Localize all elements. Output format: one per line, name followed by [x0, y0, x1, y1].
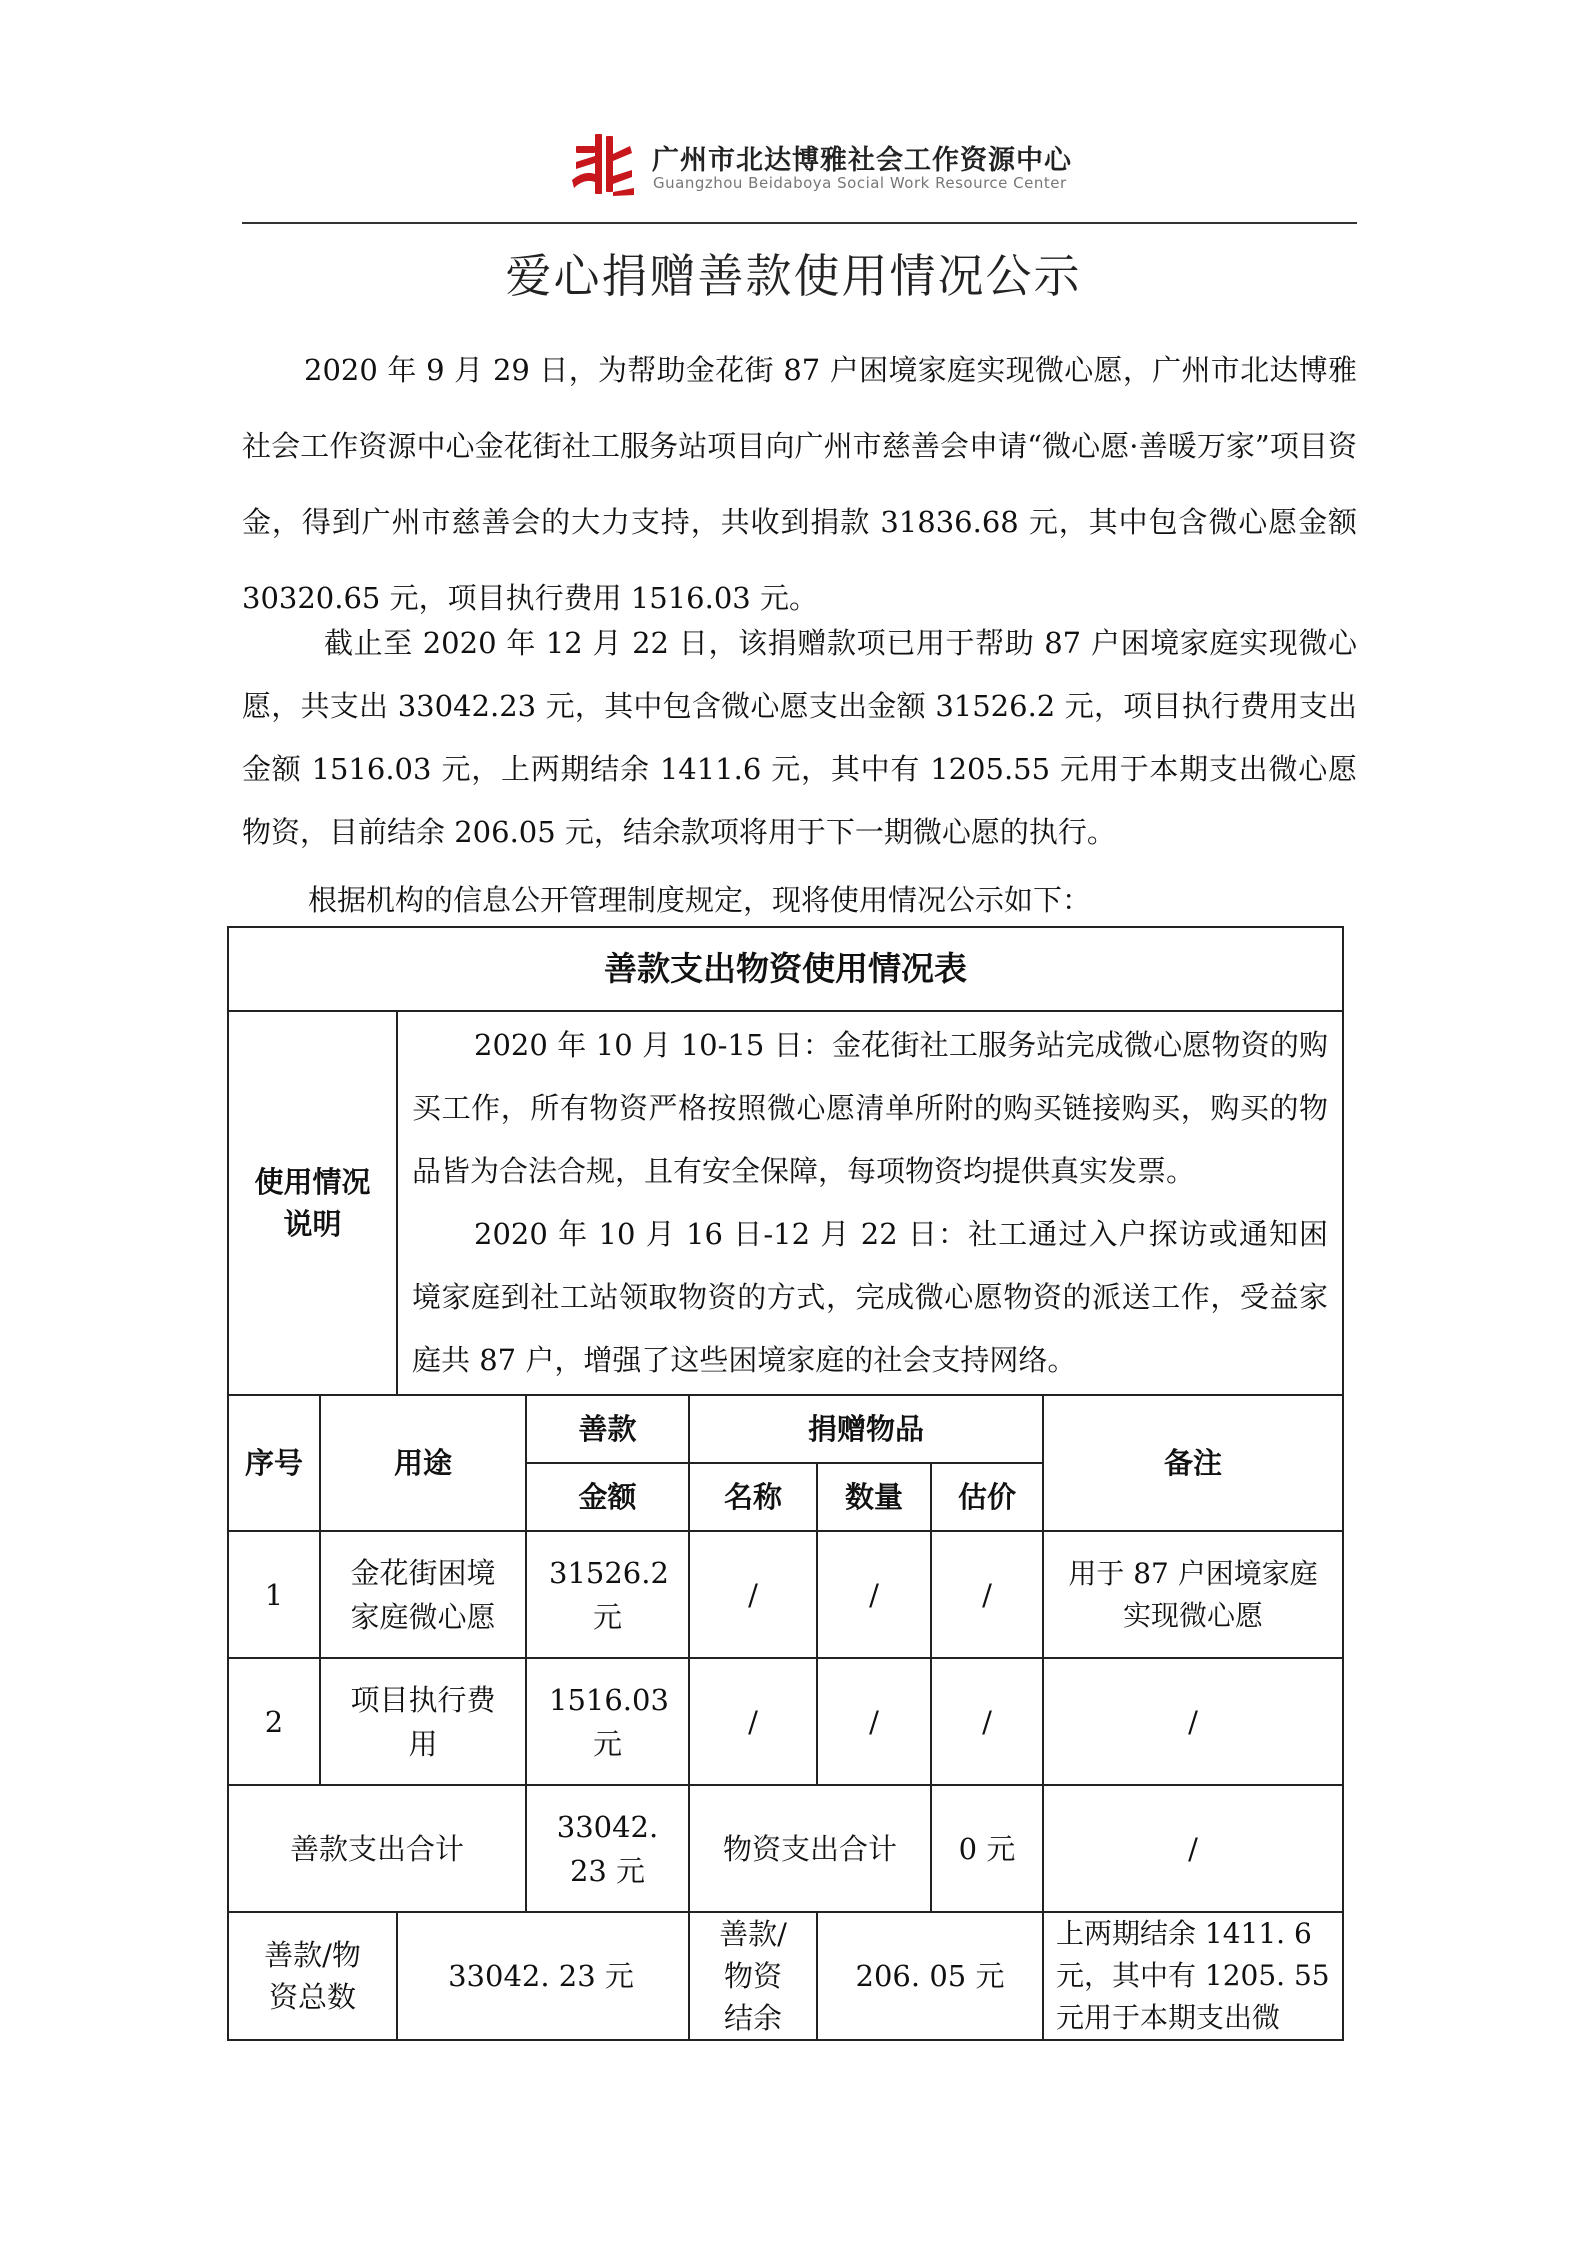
- header-divider: [242, 222, 1357, 224]
- balance-amount: 206. 05 元: [817, 1912, 1043, 2040]
- subtotal-goods-label: 物资支出合计: [689, 1785, 931, 1912]
- total-remark: 上两期结余 1411. 6 元，其中有 1205. 55 元用于本期支出微: [1043, 1912, 1343, 2040]
- row-remark: 用于 87 户困境家庭实现微心愿: [1043, 1531, 1343, 1658]
- expenditure-table: [227, 926, 1344, 2041]
- paragraph-donation-received: 2020 年 9 月 29 日，为帮助金花街 87 户困境家庭实现微心愿，广州市北达博雅社会工作资源中心金花街社工服务站项目向广州市慈善会申请“微心愿·善暖万家”项目资金，得到广州市慈善会的大力支持，共收到捐款 31836.68 元，其中包含微心愿金额 30320.65 元，项目执行费用 1516.03 元。: [242, 353, 1357, 615]
- row-purpose: 金花街困境家庭微心愿: [320, 1531, 526, 1658]
- row-goods-name: /: [689, 1658, 817, 1785]
- total-row: [228, 1912, 1343, 2040]
- table-row: [228, 1531, 1343, 1658]
- row-goods-qty: /: [817, 1531, 931, 1658]
- row-seq: 2: [228, 1658, 320, 1785]
- balance-label: 善款/物资结余: [689, 1912, 817, 2040]
- org-name-cn: 广州市北达博雅社会工作资源中心: [652, 145, 1072, 176]
- table-row: [228, 1658, 1343, 1785]
- paragraph-expenditure: 截止至 2020 年 12 月 22 日，该捐赠款项已用于帮助 87 户困境家庭实现微心愿，共支出 33042.23 元，其中包含微心愿支出金额 31526.2 元，项目执行费用支出金额 1516.03 元，上两期结余 1411.6 元，其中有 1205.55 元用于本期支出微心愿物资，目前结余 206.05 元，结余款项将用于下一期微心愿的执行。: [242, 626, 1357, 849]
- org-name-en: Guangzhou Beidaboya Social Work Resource Center: [653, 174, 1067, 192]
- total-label: 善款/物资总数: [228, 1912, 397, 2040]
- beidaboya-logo-icon: [568, 132, 638, 198]
- row-goods-price: /: [931, 1658, 1043, 1785]
- subtotal-row: [228, 1785, 1343, 1912]
- header-purpose: 用途: [320, 1395, 526, 1531]
- subtotal-goods-amount: 0 元: [931, 1785, 1043, 1912]
- row-amount: 1516.03 元: [526, 1658, 689, 1785]
- header-donated-goods: 捐赠物品: [689, 1395, 1043, 1463]
- paragraph-disclosure-intro: 根据机构的信息公开管理制度规定，现将使用情况公示如下：: [308, 883, 1092, 917]
- subtotal-amount: 33042. 23 元: [526, 1785, 689, 1912]
- header-fund-top: 善款: [526, 1395, 689, 1463]
- row-remark: /: [1043, 1658, 1343, 1785]
- header-goods-price: 估价: [931, 1463, 1043, 1531]
- header-fund-bottom: 金额: [526, 1463, 689, 1531]
- table-title: 善款支出物资使用情况表: [228, 927, 1343, 1011]
- header-remark: 备注: [1043, 1395, 1343, 1531]
- header-goods-name: 名称: [689, 1463, 817, 1531]
- usage-label: 使用情况说明: [228, 1011, 397, 1395]
- usage-description: [397, 1011, 1343, 1395]
- subtotal-remark: /: [1043, 1785, 1343, 1912]
- row-goods-name: /: [689, 1531, 817, 1658]
- total-amount: 33042. 23 元: [397, 1912, 689, 2040]
- row-goods-price: /: [931, 1531, 1043, 1658]
- org-header: [568, 132, 1088, 202]
- header-goods-qty: 数量: [817, 1463, 931, 1531]
- page-title: 爱心捐赠善款使用情况公示: [505, 249, 1082, 303]
- row-purpose: 项目执行费用: [320, 1658, 526, 1785]
- subtotal-label: 善款支出合计: [228, 1785, 526, 1912]
- row-amount: 31526.2 元: [526, 1531, 689, 1658]
- usage-paragraph-delivery: 2020 年 10 月 16 日-12 月 22 日：社工通过入户探访或通知困境家庭到社工站领取物资的方式，完成微心愿物资的派送工作，受益家庭共 87 户，增强了这些困境家庭的社会支持网络。: [412, 1217, 1329, 1377]
- header-seq: 序号: [228, 1395, 320, 1531]
- row-seq: 1: [228, 1531, 320, 1658]
- usage-paragraph-purchase: 2020 年 10 月 10-15 日：金花街社工服务站完成微心愿物资的购买工作，所有物资严格按照微心愿清单所附的购买链接购买，购买的物品皆为合法合规，且有安全保障，每项物资均提供真实发票。: [412, 1028, 1329, 1188]
- row-goods-qty: /: [817, 1658, 931, 1785]
